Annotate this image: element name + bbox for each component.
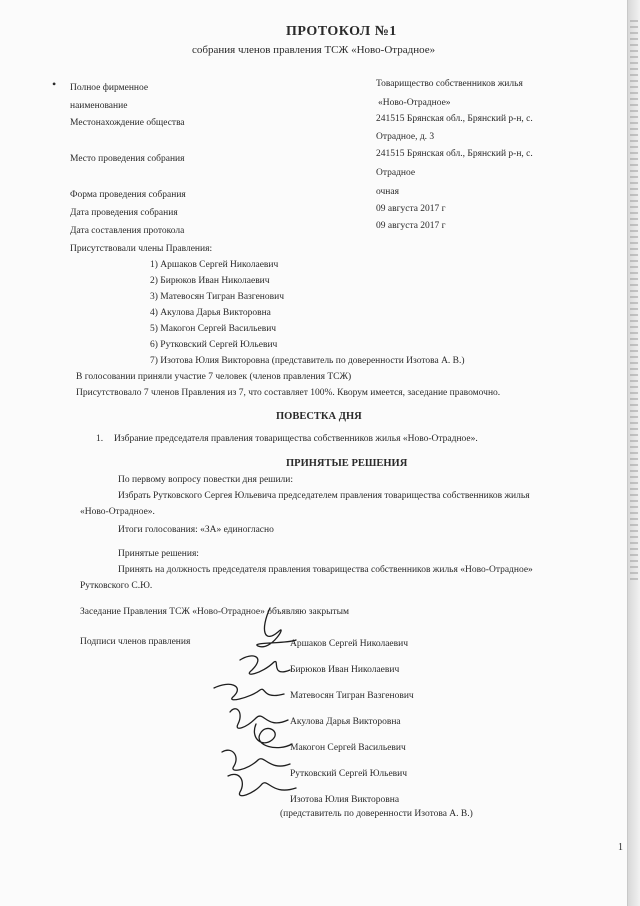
- info-value: 09 августа 2017 г: [376, 204, 446, 214]
- handwritten-signatures: [200, 600, 310, 805]
- member-item: 2) Бирюков Иван Николаевич: [150, 276, 270, 286]
- question1-text-cont: «Ново-Отрадное».: [80, 507, 155, 517]
- question1-text: Избрать Рутковского Сергея Юльевича председателем правления товарищества собственников жилья: [118, 491, 530, 501]
- info-label: Полное фирменное: [70, 83, 149, 93]
- signatory-name: Изотова Юлия Викторовна: [290, 795, 400, 805]
- member-item: 6) Рутковский Сергей Юльевич: [150, 340, 278, 350]
- info-label: Дата составления протокола: [70, 226, 185, 236]
- info-label: Форма проведения собрания: [70, 190, 186, 200]
- scanned-page-edge: [627, 0, 640, 906]
- info-label: Место проведения собрания: [70, 154, 185, 164]
- signature-stroke: [230, 709, 288, 728]
- accepted-text: Принять на должность председателя правления товарищества собственников жилья «Ново-Отрадное»: [118, 565, 533, 575]
- signatory-name: Матевосян Тигран Вазгенович: [290, 691, 414, 701]
- bullet-mark: •: [52, 77, 57, 91]
- member-item: 4) Акулова Дарья Викторовна: [150, 308, 271, 318]
- signatory-name: Аршаков Сергей Николаевич: [290, 639, 408, 649]
- signatory-note: (представитель по доверенности Изотова А. В.): [280, 809, 473, 819]
- info-label: наименование: [70, 101, 128, 111]
- edge-marks: [630, 20, 638, 580]
- member-item: 1) Аршаков Сергей Николаевич: [150, 260, 279, 270]
- info-value: Отрадное: [376, 168, 416, 178]
- closing-line: Заседание Правления ТСЖ «Ново-Отрадное» объявляю закрытым: [80, 607, 350, 617]
- document-title: ПРОТОКОЛ №1: [286, 24, 397, 39]
- info-value: 09 августа 2017 г: [376, 221, 446, 231]
- signature-stroke: [214, 684, 284, 699]
- member-item: 5) Макогон Сергей Васильевич: [150, 324, 277, 334]
- question1-intro: По первому вопросу повестки дня решили:: [118, 475, 294, 485]
- document-subtitle: собрания членов правления ТСЖ «Ново-Отрадное»: [192, 44, 436, 56]
- info-value: 241515 Брянская обл., Брянский р-н, с.: [376, 149, 533, 159]
- signature-stroke: [254, 724, 292, 748]
- info-value: «Ново-Отрадное»: [378, 98, 451, 108]
- info-value: Отрадное, д. 3: [376, 132, 435, 142]
- agenda-item-number: 1.: [96, 434, 104, 444]
- signature-stroke: [228, 774, 296, 795]
- info-label: Дата проведения собрания: [70, 208, 178, 218]
- member-item: 3) Матевосян Тигран Вазгенович: [150, 292, 284, 302]
- agenda-item-text: Избрание председателя правления товарищества собственников жилья «Ново-Отрадное».: [114, 434, 478, 444]
- decisions-heading: ПРИНЯТЫЕ РЕШЕНИЯ: [286, 458, 408, 469]
- signature-stroke: [257, 608, 296, 647]
- member-item: 7) Изотова Юлия Викторовна (представитель по доверенности Изотова А. В.): [150, 356, 465, 366]
- voting-line: В голосовании приняли участие 7 человек (членов правления ТСЖ): [76, 372, 352, 382]
- quorum-line: Присутствовало 7 членов Правления из 7, что составляет 100%. Кворум имеется, заседание правомочно.: [76, 388, 501, 398]
- info-value: очная: [376, 187, 399, 197]
- info-label: Местонахождение общества: [70, 118, 185, 128]
- agenda-heading: ПОВЕСТКА ДНЯ: [276, 411, 362, 422]
- signatory-name: Акулова Дарья Викторовна: [290, 717, 401, 727]
- info-value: Товарищество собственников жилья: [376, 79, 523, 89]
- signatory-name: Бирюков Иван Николаевич: [290, 665, 400, 675]
- info-value: 241515 Брянская обл., Брянский р-н, с.: [376, 114, 533, 124]
- signature-stroke: [222, 750, 290, 770]
- signatory-name: Макогон Сергей Васильевич: [290, 743, 406, 753]
- signature-stroke: [240, 656, 290, 674]
- accepted-text-cont: Рутковского С.Ю.: [80, 581, 153, 591]
- page-number: 1: [618, 842, 623, 853]
- signatures-label: Подписи членов правления: [80, 637, 191, 647]
- signatory-name: Рутковский Сергей Юльевич: [290, 769, 408, 779]
- vote-result: Итоги голосования: «ЗА» единогласно: [118, 525, 274, 535]
- accepted-heading: Принятые решения:: [118, 549, 199, 559]
- members-heading: Присутствовали члены Правления:: [70, 244, 213, 254]
